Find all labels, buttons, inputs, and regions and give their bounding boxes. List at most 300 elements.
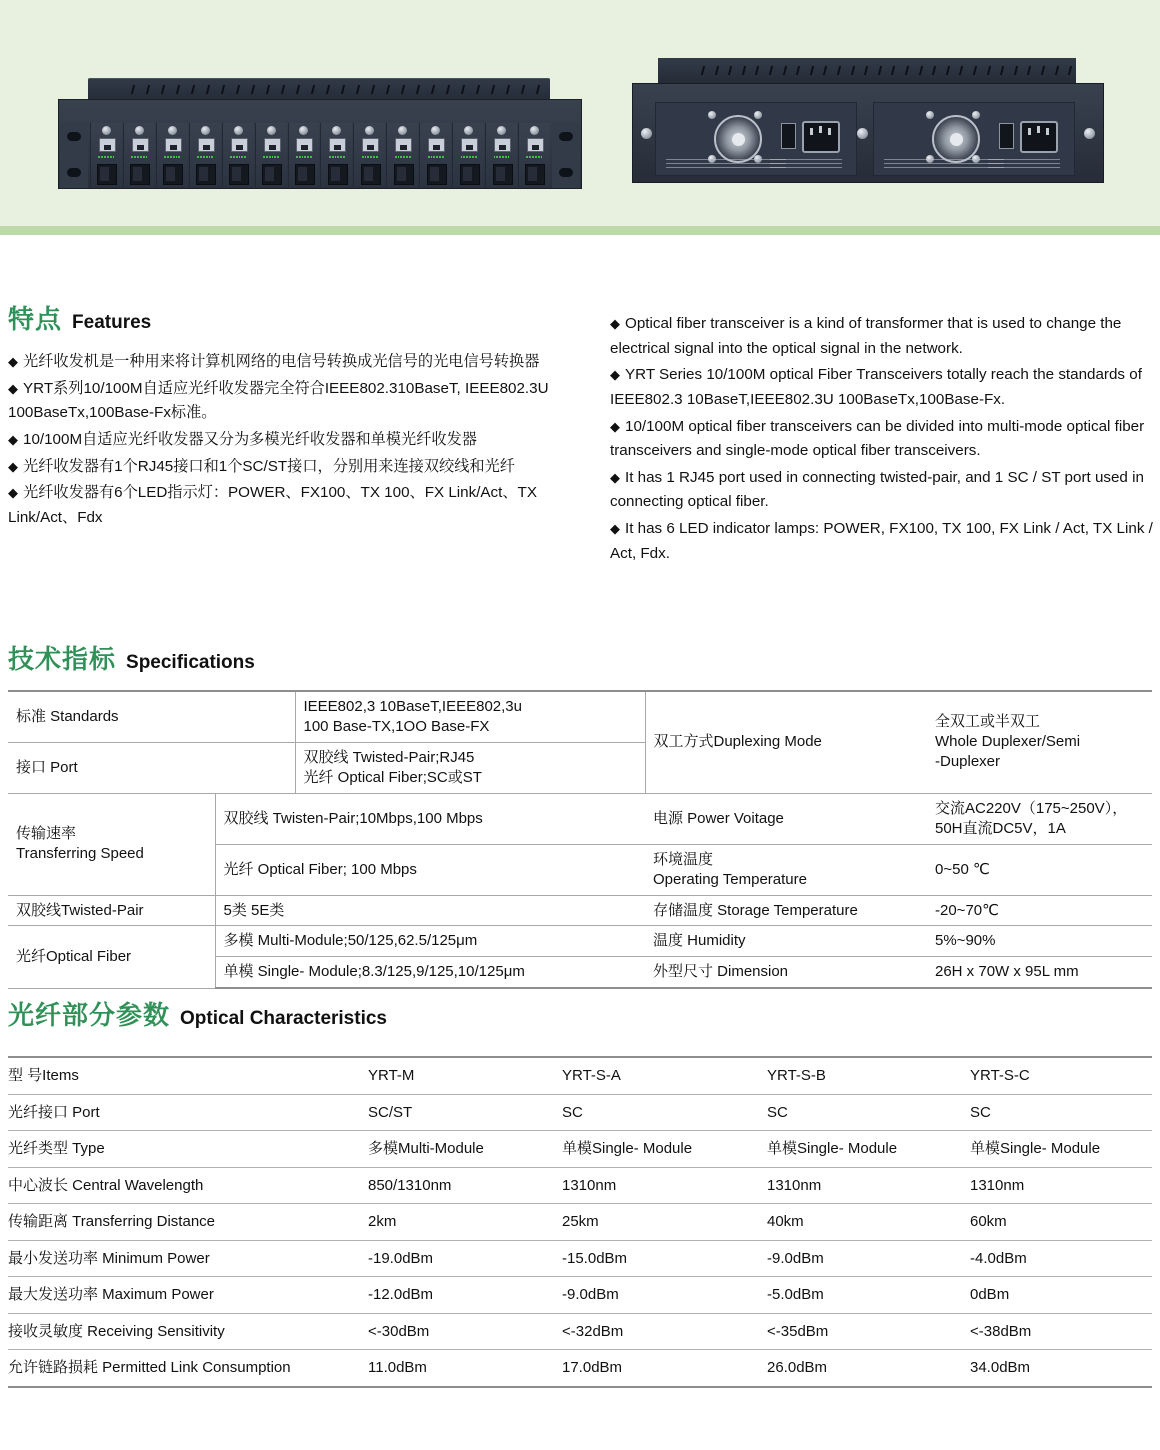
led-indicator [107,156,109,158]
vent-slot [281,85,285,94]
table-row [8,1204,1152,1241]
optical-cell-r7-c2: 26.0dBm [767,1350,970,1387]
vent-slot [146,85,150,94]
optical-row-label-0: 光纤接口 Port [8,1094,368,1131]
optical-cell-r1-c0: 多模Multi-Module [368,1131,562,1168]
led-indicator-group [329,153,345,160]
table-row [8,895,1152,926]
led-indicator [239,156,241,158]
bullet-diamond-icon: ◆ [8,431,18,447]
spec-value-power-line1: 交流AC220V（175~250V）， [935,799,1128,817]
converter-module [518,123,550,187]
led-indicator-group [494,153,510,160]
led-indicator [272,156,274,158]
vent-slot [782,66,786,75]
led-indicator [499,156,501,158]
led-indicator [508,156,510,158]
spec-label-storage-temperature: 存储温度 Storage Temperature [645,895,927,926]
rj45-port [494,138,511,152]
optical-cell-r2-c3: 1310nm [970,1167,1152,1204]
converter-module [419,123,451,187]
led-indicator [433,156,435,158]
converter-module [485,123,517,187]
vent-slot [823,66,827,75]
led-indicator [494,156,496,158]
spec-value-duplexing-line1: 全双工或半双工 [935,713,1041,731]
vent-slot [755,66,759,75]
rj45-port [461,138,478,152]
vent-slot [742,66,746,75]
led-indicator [146,156,148,158]
vent-slot [461,85,465,94]
sc-fiber-port [262,164,282,185]
converter-module-slots [90,123,550,187]
vent-slot [1054,66,1058,75]
sc-fiber-port [394,164,414,185]
vent-slot [905,66,909,75]
spec-value-power-voltage [927,793,1152,844]
vent-slot [918,66,922,75]
converter-module [123,123,155,187]
led-indicator [206,156,208,158]
thumbscrew-icon [201,126,210,135]
led-indicator [431,156,433,158]
led-indicator [299,156,301,158]
led-indicator [176,156,178,158]
spec-value-port [295,742,645,793]
thumbscrew-icon [398,126,407,135]
led-indicator [277,156,279,158]
spec-value-speed-optical-fiber: 光纤 Optical Fiber; 100 Mbps [215,844,645,895]
vent-slots-rear [702,66,1084,77]
iec-power-inlet-2 [1020,121,1058,153]
spec-label-power-voltage: 电源 Power Voitage [645,793,927,844]
led-indicator [307,156,309,158]
section-heading-specifications-en: Specifications [126,652,255,673]
rj45-port [527,138,544,152]
converter-module [353,123,385,187]
vent-slot [1068,66,1072,75]
sc-fiber-port [196,164,216,185]
optical-cell-r6-c3: <-38dBm [970,1313,1152,1350]
led-indicator [472,156,474,158]
spec-value-power-line2: 50H直流DC5V，1A [935,819,1066,837]
thumbscrew-icon [168,126,177,135]
optical-row-label-3: 传输距离 Transferring Distance [8,1204,368,1241]
power-switch-1 [781,123,796,149]
vent-slot [728,66,732,75]
sc-fiber-port [97,164,117,185]
feature-item-cn-4 [8,455,560,480]
spec-label-port: 接口 Port [8,742,295,793]
table-row [8,691,1152,742]
led-indicator [469,156,471,158]
led-indicator [365,156,367,158]
led-indicator [131,156,133,158]
led-indicator [203,156,205,158]
led-indicator [398,156,400,158]
led-indicator [505,156,507,158]
led-indicator-group [362,153,378,160]
vent-slot [161,85,165,94]
vent-slot [796,66,800,75]
optical-cell-r5-c2: -5.0dBm [767,1277,970,1314]
spec-label-duplexing-mode: 双工方式Duplexing Mode [645,691,927,793]
spec-value-dimension: 26H x 70W x 95L mm [927,957,1152,988]
led-indicator [428,156,430,158]
led-indicator [137,156,139,158]
led-indicator [526,156,528,158]
led-indicator [113,156,115,158]
spec-label-twisted-pair: 双胶线Twisted-Pair [8,895,215,926]
converter-module [288,123,320,187]
vent-slot [946,66,950,75]
led-indicator [304,156,306,158]
spec-value-duplexing-line2: Whole Duplexer/Semi [935,733,1081,751]
feature-item-text: 光纤收发器有6个LED指示灯：POWER、FX100、TX 100、FX Link/Act、TX Link/Act、Fdx [8,484,537,526]
spec-value-humidity: 5%~90% [927,926,1152,957]
vent-slot [536,85,540,94]
thumbscrew-icon [332,126,341,135]
vent-slot [491,85,495,94]
feature-item-en-4 [610,466,1158,515]
spec-value-port-line2: 光纤 Optical Fiber;SC或ST [303,768,482,786]
optical-cell-r6-c0: <-30dBm [368,1313,562,1350]
optical-cell-r4-c3: -4.0dBm [970,1240,1152,1277]
vent-slots-front [132,85,552,95]
vent-slot [176,85,180,94]
optical-cell-r3-c1: 25km [562,1204,767,1241]
sc-fiber-port [361,164,381,185]
led-indicator [302,156,304,158]
thumbscrew-icon [464,126,473,135]
section-heading-specifications-cn: 技术指标 [8,644,117,674]
spec-label-speed-cn: 传输速率 [16,825,77,843]
power-supply-module-2 [873,102,1075,176]
table-row [8,926,1152,957]
led-indicator [461,156,463,158]
led-indicator [211,156,213,158]
spec-value-twisted-pair: 5类 5E类 [215,895,645,926]
led-indicator [244,156,246,158]
spec-label-optemp-en: Operating Temperature [653,870,807,888]
feature-item-text: Optical fiber transceiver is a kind of transformer that is used to change the electrical signal into the optical signal in the network. [610,315,1122,357]
thumbscrew-icon [102,126,111,135]
rj45-port [132,138,149,152]
optical-column-header-3: YRT-S-B [767,1057,970,1094]
optical-column-header-1: YRT-M [368,1057,562,1094]
rack-ear-hole [67,168,81,177]
rack-ear-left [60,122,88,188]
spec-value-duplexing-line3: -Duplexer [935,753,1001,771]
led-indicator [241,156,243,158]
fan-screw [972,111,980,119]
vent-slot [221,85,225,94]
bullet-diamond-icon: ◆ [610,469,620,485]
optical-row-label-2: 中心波长 Central Wavelength [8,1167,368,1204]
feature-item-text: 光纤收发机是一种用来将计算机网络的电信号转换成光信号的光电信号转换器 [23,353,540,370]
led-indicator [463,156,465,158]
optical-cell-r4-c0: -19.0dBm [368,1240,562,1277]
optical-row-label-1: 光纤类型 Type [8,1131,368,1168]
section-heading-features-en: Features [72,312,152,333]
optical-cell-r4-c2: -9.0dBm [767,1240,970,1277]
led-indicator [439,156,441,158]
optical-row-label-6: 接收灵敏度 Receiving Sensitivity [8,1313,368,1350]
specifications-table [8,690,1152,989]
spec-label-dimension: 外型尺寸 Dimension [645,957,927,988]
optical-cell-r3-c3: 60km [970,1204,1152,1241]
vent-slot [1027,66,1031,75]
feature-item-text: YRT系列10/100M自适应光纤收发器完全符合IEEE802.310BaseT, IEEE802.3U 100BaseTx,100Base-Fx标准。 [8,379,549,422]
led-indicator [263,156,265,158]
optical-cell-r5-c3: 0dBm [970,1277,1152,1314]
rj45-port [296,138,313,152]
feature-item-en-2 [610,363,1158,412]
vent-slot [1041,66,1045,75]
section-heading-specifications [8,646,255,672]
optical-cell-r2-c0: 850/1310nm [368,1167,562,1204]
spec-value-standards [295,691,645,742]
vent-slot [371,85,375,94]
sc-fiber-port [328,164,348,185]
bullet-diamond-icon: ◆ [8,485,18,501]
feature-item-text: 10/100M自适应光纤收发器又分为多模光纤收发器和单模光纤收发器 [23,430,477,448]
led-indicator-group [98,153,114,160]
optical-cell-r0-c0: SC/ST [368,1094,562,1131]
optical-column-header-2: YRT-S-A [562,1057,767,1094]
led-indicator-group [428,153,444,160]
rj45-port [428,138,445,152]
led-indicator-group [461,153,477,160]
table-row [8,1131,1152,1168]
led-indicator [340,156,342,158]
optical-row-label-4: 最小发送功率 Minimum Power [8,1240,368,1277]
spec-label-optemp-cn: 环境温度 [653,850,714,868]
vent-slot [864,66,868,75]
spec-value-fiber-singlemode: 单模 Single- Module;8.3/125,9/125,10/125μm [215,957,645,988]
led-indicator [110,156,112,158]
led-indicator [496,156,498,158]
spec-value-standards-line2: 100 Base-TX,1OO Base-FX [303,717,490,735]
led-indicator [233,156,235,158]
thumbscrew-icon [530,126,539,135]
rj45-port [329,138,346,152]
led-indicator [296,156,298,158]
power-switch-2 [999,123,1014,149]
led-indicator [173,156,175,158]
feature-item-en-5 [610,517,1158,566]
led-indicator [502,156,504,158]
spec-label-operating-temperature [645,844,927,895]
banner-base-band [0,226,1160,235]
optical-cell-r3-c0: 2km [368,1204,562,1241]
features-list-english [610,312,1158,568]
led-indicator [335,156,337,158]
led-indicator-group [263,153,279,160]
sc-fiber-port [427,164,447,185]
led-indicator-group [131,153,147,160]
led-indicator [200,156,202,158]
led-indicator [376,156,378,158]
table-row [8,1094,1152,1131]
led-indicator [269,156,271,158]
optical-cell-r2-c1: 1310nm [562,1167,767,1204]
bullet-diamond-icon: ◆ [610,418,620,434]
optical-cell-r0-c1: SC [562,1094,767,1131]
vent-slot [311,85,315,94]
led-indicator [209,156,211,158]
feature-item-text: 10/100M optical fiber transceivers can be divided into multi-mode optical fiber transceivers and single-mode optical fiber transceivers. [610,417,1145,460]
optical-cell-r4-c1: -15.0dBm [562,1240,767,1277]
led-indicator [529,156,531,158]
thumbscrew-icon [497,126,506,135]
fan-screw [708,111,716,119]
optical-cell-r3-c2: 40km [767,1204,970,1241]
spec-label-transferring-speed [8,793,215,895]
led-indicator [164,156,166,158]
vent-slot [386,85,390,94]
sc-fiber-port [460,164,480,185]
led-indicator [442,156,444,158]
spec-value-speed-twisted-pair: 双胶线 Twisten-Pair;10Mbps,100 Mbps [215,793,645,844]
led-indicator [134,156,136,158]
thumbscrew-icon [299,126,308,135]
table-row [8,1350,1152,1387]
table-row [8,1167,1152,1204]
led-indicator [466,156,468,158]
feature-item-text: 光纤收发器有1个RJ45接口和1个SC/ST接口，分别用来连接双绞线和光纤 [23,457,515,475]
led-indicator [274,156,276,158]
vent-slot [266,85,270,94]
spec-label-standards: 标准 Standards [8,691,295,742]
led-indicator [197,156,199,158]
led-indicator [236,156,238,158]
led-indicator-group [164,153,180,160]
iec-power-inlet-1 [802,121,840,153]
converter-module [156,123,188,187]
vent-slot [476,85,480,94]
vent-slot [446,85,450,94]
led-indicator [373,156,375,158]
rj45-port [395,138,412,152]
optical-cell-r7-c0: 11.0dBm [368,1350,562,1387]
sc-fiber-port [163,164,183,185]
thumbscrew-icon [267,126,276,135]
bullet-diamond-icon: ◆ [610,316,620,331]
led-indicator [104,156,106,158]
vent-slot [236,85,240,94]
vent-slot [506,85,510,94]
led-indicator-group [526,153,542,160]
vent-slot [131,85,135,94]
feature-item-en-3 [610,415,1158,464]
fan-screw [926,111,934,119]
panel-screw [1084,128,1095,139]
table-row [8,1313,1152,1350]
vent-slot [356,85,360,94]
vent-slot [769,66,773,75]
vent-slot [416,85,420,94]
led-indicator [436,156,438,158]
product-photo-rear-view [632,58,1102,188]
vent-slot [714,66,718,75]
converter-module [452,123,484,187]
spec-label-speed-en: Transferring Speed [16,845,144,863]
fan-screw [754,111,762,119]
converter-module [255,123,287,187]
section-heading-features-cn: 特点 [8,304,63,334]
optical-cell-r7-c1: 17.0dBm [562,1350,767,1387]
rack-ear-hole [559,132,573,141]
optical-cell-r7-c3: 34.0dBm [970,1350,1152,1387]
power-supply-module-1 [655,102,857,176]
section-heading-optical [8,1002,387,1028]
rj45-port [231,138,248,152]
section-heading-optical-en: Optical Characteristics [180,1008,387,1029]
rack-ear-right [552,122,580,188]
section-heading-features [8,306,151,332]
led-indicator [230,156,232,158]
rj45-port [198,138,215,152]
led-indicator [310,156,312,158]
vent-slot [850,66,854,75]
vent-slot [326,85,330,94]
optical-characteristics-table [8,1056,1152,1388]
sc-fiber-port [229,164,249,185]
bullet-diamond-icon: ◆ [8,380,18,396]
vent-slot [891,66,895,75]
optical-cell-r2-c2: 1310nm [767,1167,970,1204]
vent-slot [1000,66,1004,75]
table-row [8,1277,1152,1314]
table-header-row [8,1057,1152,1094]
led-indicator [475,156,477,158]
led-indicator-group [296,153,312,160]
table-row [8,793,1152,844]
bullet-diamond-icon: ◆ [8,458,18,474]
led-indicator [143,156,145,158]
feature-item-text: It has 6 LED indicator lamps: POWER, FX100, TX 100, FX Link / Act, TX Link / Act, Fdx. [610,520,1153,562]
spec-value-port-line1: 双胶线 Twisted-Pair;RJ45 [303,748,475,766]
led-indicator [362,156,364,158]
vent-slot [206,85,210,94]
rj45-port [264,138,281,152]
led-indicator-group [230,153,246,160]
led-indicator-group [197,153,213,160]
psu-label-text-1 [666,159,786,171]
rj45-port [362,138,379,152]
rack-ear-hole [67,132,81,141]
spec-value-storage-temperature: -20~70℃ [927,895,1152,926]
rj45-port [99,138,116,152]
led-indicator [98,156,100,158]
feature-item-cn-1 [8,350,560,375]
led-indicator [409,156,411,158]
psu-label-text-2 [884,159,1004,171]
led-indicator [395,156,397,158]
optical-cell-r0-c2: SC [767,1094,970,1131]
led-indicator [541,156,543,158]
converter-module [320,123,352,187]
optical-column-header-0: 型 号Items [8,1057,368,1094]
led-indicator [329,156,331,158]
feature-item-cn-5 [8,481,560,530]
sc-fiber-port [295,164,315,185]
led-indicator [167,156,169,158]
feature-item-en-1 [610,312,1158,361]
vent-slot [837,66,841,75]
